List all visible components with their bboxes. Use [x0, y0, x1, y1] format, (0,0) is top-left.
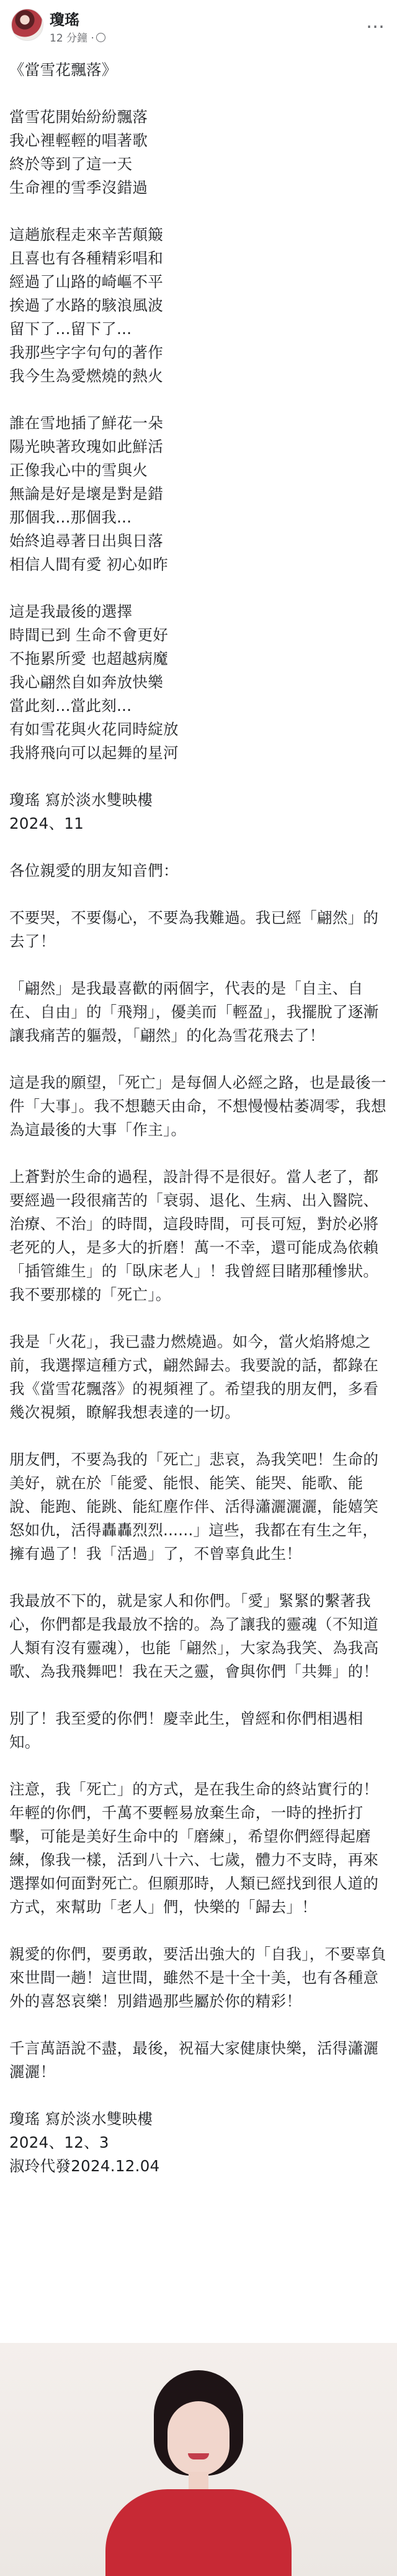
post-paragraph: 注意，我「死亡」的方式，是在我生命的終站實行的！年輕的你們，千萬不要輕易放棄生命，一時的挫折打擊，可能是美好生命中的「磨練」，希望你們經得起磨練，像我一樣，活到八十六、七歲，體力不支時，再來選擇如何面對死亡。但願那時，人類已經找到很人道的方式，來幫助「老人」們，快樂的「歸去」！	[9, 1780, 379, 1916]
post-paragraph: 當雪花開始紛紛飄落 我心裡輕輕的唱著歌 終於等到了這一天 生命裡的雪季沒錯過	[9, 108, 148, 196]
post-paragraph: 朋友們，不要為我的「死亡」悲哀，為我笑吧！生命的美好，就在於「能愛、能恨、能笑、能哭、能歌、能說、能跑、能跳、能紅塵作伴、活得瀟灑灑灑，能嬉笑怒如仇，活得轟轟烈烈......」這些，我都在有生之年，擁有過了！我「活過」了，不曾辜負此生！	[9, 1450, 379, 1563]
post-timestamp[interactable]: 12 分鐘 ·	[50, 32, 94, 45]
post-paragraph: 「翩然」是我最喜歡的兩個字，代表的是「自主、自在、自由」的「飛翔」，優美而「輕盈」，我擺脫了逐漸讓我痛苦的軀殼，「翩然」的化為雪花飛去了！	[9, 979, 379, 1044]
author-name[interactable]: 瓊瑤	[50, 11, 79, 29]
post-paragraph: 《當雪花飄落》	[9, 61, 117, 79]
post-paragraph: 誰在雪地插了鮮花一朵 陽光映著玫瑰如此鮮活 正像我心中的雪與火 無論是好是壞是對是錯 那個我...那個我... 始終追尋著日出與日落 相信人間有愛 初心如昨	[9, 414, 169, 573]
post-paragraph: 各位親愛的朋友知音們：	[9, 862, 179, 880]
post-body	[9, 58, 389, 2202]
video-person-mouth	[188, 2453, 209, 2459]
post-header	[0, 0, 397, 57]
post-paragraph: 我最放不下的，就是家人和你們。「愛」緊緊的繫著我心，你們都是我最放不捨的。為了讓我的靈魂（不知道人類有沒有靈魂），也能「翩然」，大家為我笑、為我高歌、為我飛舞吧！我在天之靈，會與你們「共舞」的！	[9, 1592, 379, 1680]
post-paragraph: 親愛的你們，要勇敢，要活出強大的「自我」，不要辜負來世間一趟！這世間，雖然不是十全十美，也有各種意外的喜怒哀樂！別錯過那些屬於你的精彩！	[9, 1945, 386, 2010]
post-paragraph: 瓊瑤 寫於淡水雙映樓 2024、12、3 淑玲代發2024.12.04	[9, 2110, 160, 2175]
post-paragraph: 不要哭，不要傷心，不要為我難過。我已經「翩然」的去了！	[9, 909, 379, 950]
video-person-face	[167, 2401, 230, 2476]
post-paragraph: 別了！我至愛的你們！慶幸此生，曾經和你們相遇相知。	[9, 1709, 364, 1751]
globe-icon	[96, 33, 105, 42]
video-person-clothing	[105, 2489, 292, 2576]
post-paragraph: 這趟旅程走來辛苦顛簸 且喜也有各種精彩唱和 經過了山路的崎嶇不平 挨過了水路的駭浪風波 留下了...留下了... 我那些字字句句的著作 我今生為愛燃燒的熱火	[9, 226, 163, 385]
post-paragraph: 千言萬語說不盡，最後，祝福大家健康快樂，活得瀟灑灑灑！	[9, 2039, 379, 2081]
post-paragraph: 這是我的願望，「死亡」是每個人必經之路，也是最後一件「大事」。我不想聽天由命，不想慢慢枯萎凋零，我想為這最後的大事「作主」。	[9, 1074, 386, 1139]
post-paragraph: 我是「火花」，我已盡力燃燒過。如今，當火焰將熄之前，我選擇這種方式，翩然歸去。我要說的話，都錄在我《當雪花飄落》的視頻裡了。希望我的朋友們，多看幾次視頻，瞭解我想表達的一切。	[9, 1333, 379, 1421]
post-paragraph: 這是我最後的選擇 時間已到 生命不會更好 不拖累所愛 也超越病魔 我心翩然自如奔放快樂 當此刻...當此刻... 有如雪花與火花同時綻放 我將飛向可以起舞的星河	[9, 602, 179, 762]
post-meta	[50, 29, 105, 45]
post-paragraph: 瓊瑤 寫於淡水雙映樓 2024、11	[9, 791, 153, 832]
video-thumbnail[interactable]	[0, 2343, 397, 2576]
post-paragraph: 上蒼對於生命的過程，設計得不是很好。當人老了，都要經過一段很痛苦的「衰弱、退化、生病、出入醫院、治療、不治」的時間，這段時間，可長可短，對於必將老死的人，是多大的折磨！萬一不幸，還可能成為依賴「插管維生」的「臥床老人」！我曾經目睹那種慘狀。我不要那樣的「死亡」。	[9, 1168, 379, 1303]
more-options-icon[interactable]: …	[366, 11, 386, 33]
avatar[interactable]	[11, 9, 43, 41]
